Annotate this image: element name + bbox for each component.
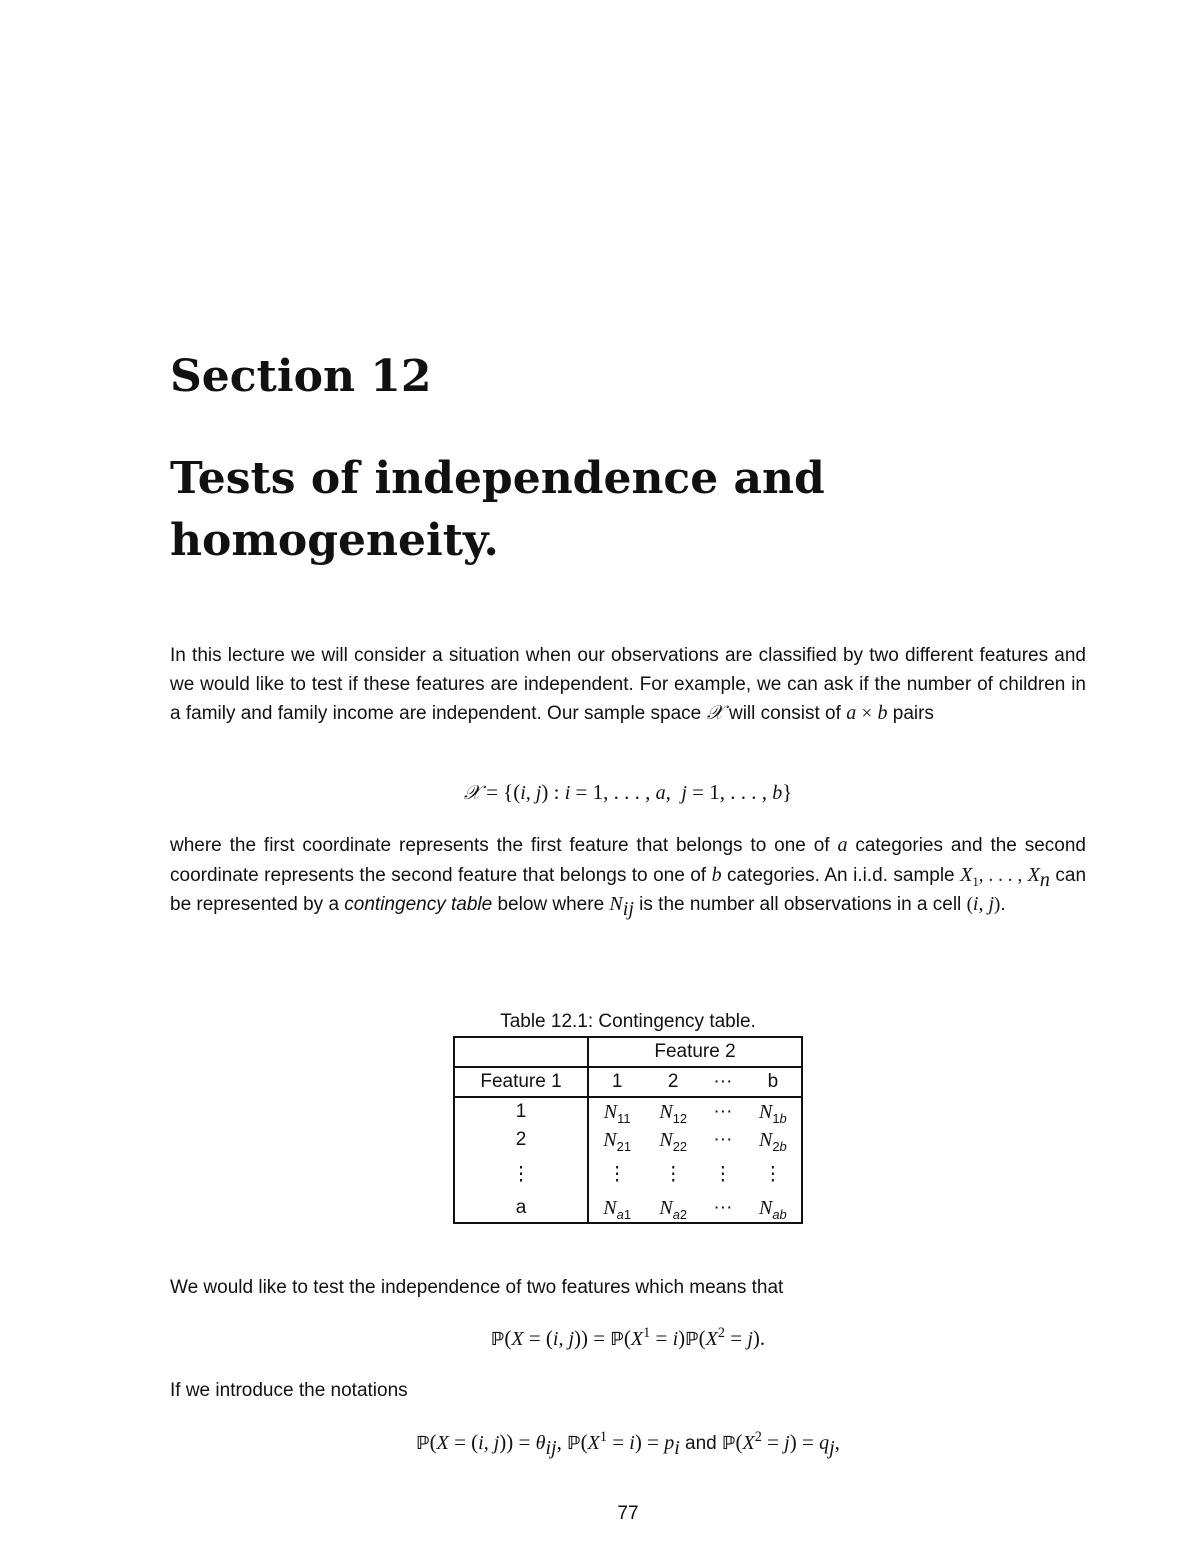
table-col-header: 2 — [645, 1067, 701, 1097]
table-cell: $N_{a1}$ — [588, 1194, 645, 1223]
table-corner-cell — [454, 1037, 588, 1067]
table-col-header: b — [745, 1067, 802, 1097]
table-row — [454, 1154, 802, 1194]
section-label: Section 12 — [170, 351, 432, 402]
table-row-label: ⋮ — [454, 1154, 588, 1194]
table-col-header: 1 — [588, 1067, 645, 1097]
table-cell: $N_{22}$ — [659, 1128, 688, 1154]
chapter-title: Tests of independence and homogeneity. — [170, 453, 825, 566]
table-row-label: 1 — [454, 1097, 588, 1126]
table-cell: ··· — [701, 1194, 745, 1223]
contingency-table — [453, 1036, 803, 1224]
table-cell: ⋮ — [713, 1163, 733, 1185]
table-row — [454, 1097, 802, 1126]
intro-paragraph: In this lecture we will consider a situation when our observations are classified by two different features and we would like to test if these features are independent. For example, we can ask if the number of children in a family and family income are independent. Our sample space 𝒳 will consist of a × b pairs — [170, 645, 1086, 724]
table-row-header: Feature 1 — [454, 1067, 588, 1097]
table-cell: $N_{2b}$ — [745, 1126, 802, 1154]
table-cell: $N_{11}$ — [603, 1100, 631, 1126]
table-col-header: ··· — [701, 1067, 745, 1097]
table-cell: $N_{1b}$ — [745, 1097, 802, 1126]
table-cell: ··· — [713, 1101, 733, 1122]
notation-paragraph: If we introduce the notations — [170, 1380, 408, 1401]
contingency-table-term: contingency table — [344, 894, 493, 915]
table-group-header: Feature 2 — [588, 1037, 802, 1067]
table-cell: ⋮ — [663, 1163, 683, 1185]
table-cell: ··· — [713, 1129, 733, 1150]
table-caption: Table 12.1: Contingency table. — [500, 1011, 756, 1032]
sample-space-symbol: 𝒳 — [706, 702, 724, 724]
table-row — [454, 1194, 802, 1223]
table-row — [454, 1126, 802, 1154]
table-cell: $N_{a2}$ — [645, 1194, 701, 1223]
table-row-label: 2 — [454, 1126, 588, 1154]
table-cell: $N_{21}$ — [603, 1128, 631, 1154]
independence-paragraph: We would like to test the independence of two features which means that — [170, 1277, 784, 1298]
table-row-label: a — [454, 1194, 588, 1223]
notation-equation: ℙ(X = (i, $j)) = \theta_{ij}$, $ℙ(X^1 = i) = p_i$ and $ℙ(X^2 = j) = q_j$, — [416, 1429, 840, 1460]
table-cell: ⋮ — [745, 1154, 802, 1194]
table-cell: $N_{12}$ — [659, 1100, 688, 1126]
description-paragraph: where the first coordinate represents the first feature that belongs to one of a categories and the second coordinate represents the second feature that belongs to one of b categories. An i.i.d. sample $X_1$, . . . , $X_n$ can be represented by a contingency table below where $N_{ij}$ is the number all observations in a cell (i, j). — [170, 834, 1087, 920]
table-cell: $N_{ab}$ — [745, 1194, 802, 1223]
page-number: 77 — [617, 1503, 639, 1524]
table-cell: ⋮ — [607, 1163, 627, 1185]
sample-space-equation: 𝒳 = {(i, j) : i = 1, . . . , a, j = 1, . . . , b} — [463, 780, 793, 804]
independence-equation: ℙ(X = (i, $j)) = ℙ(X^1$ = $i)ℙ(X^2 = j)$. — [490, 1325, 766, 1350]
